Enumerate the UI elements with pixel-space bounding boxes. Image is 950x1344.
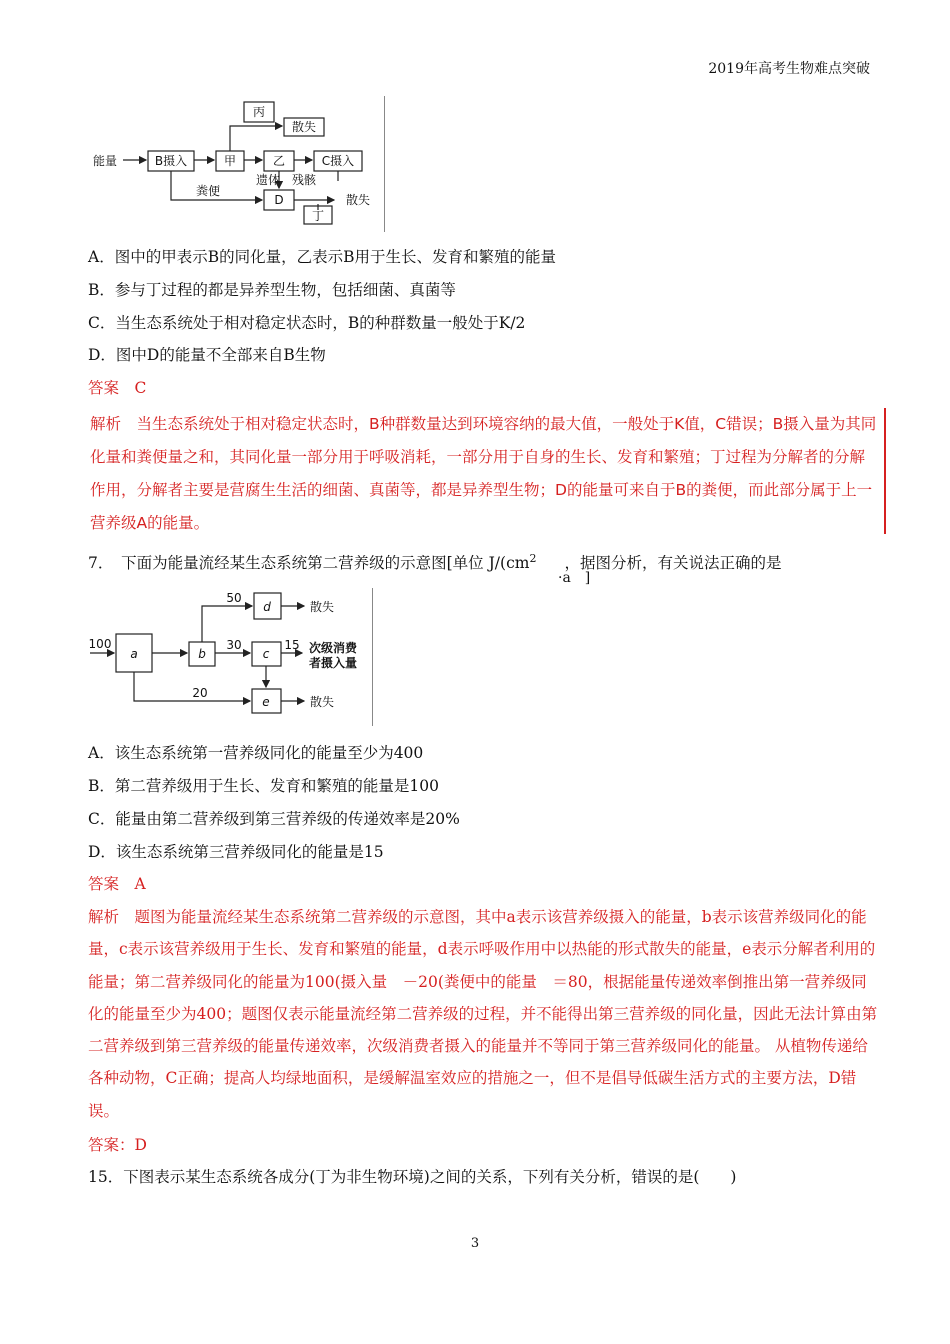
q7-stem-text: 7． 下面为能量流经某生态系统第二营养级的示意图[单位 J/(cm [88, 554, 530, 572]
label-c-intake: C摄入 [321, 154, 355, 168]
label-jia: 甲 [223, 154, 237, 168]
label-lost-1: 散失 [291, 120, 317, 134]
q6-explanation: 解析 当生态系统处于相对稳定状态时，B种群数量达到环境容纳的最大值，一般处于K值，C错误；B摄入量为其同化量和粪便量之和，其同化量一部分用于呼吸消耗，一部分用于自身的生长、发育和繁殖；丁过程为分解者的分解作用，分解者主要是营腐生生活的细菌、真菌等，都是异养型生物；D的能量可来自于B的粪便，而此部分属于上一营养级A的能量。 [90, 415, 877, 532]
label-lost-e: 散失 [309, 695, 335, 709]
node-a: a [130, 647, 138, 661]
label-b-intake: B摄入 [154, 154, 188, 168]
q7-option-a: A．该生态系统第一营养级同化的能量至少为400 [88, 744, 424, 762]
label-d: D [274, 193, 284, 207]
label-feces: 粪便 [195, 184, 221, 198]
label-next-consumer-1: 次级消费 [308, 641, 358, 655]
q6-answer: 答案 C [88, 379, 147, 397]
q6-option-d: D．图中D的能量不全部来自B生物 [88, 346, 326, 364]
energy-flow-diagram-1 [88, 96, 388, 232]
label-energy: 能量 [92, 154, 118, 168]
q7-unit: ·a ] [558, 570, 591, 586]
node-c: c [262, 647, 270, 661]
label-20: 20 [192, 686, 208, 700]
label-lost-2: 散失 [345, 193, 371, 207]
q6-option-c: C．当生态系统处于相对稳定状态时，B的种群数量一般处于K/2 [88, 314, 526, 332]
node-d: d [263, 600, 271, 614]
q7-explanation: 解析 题图为能量流经某生态系统第二营养级的示意图，其中a表示该营养级摄入的能量，b表示该营养级同化的能量，c表示该营养级用于生长、发育和繁殖的能量，d表示呼吸作用中以热能的形式散失的能量，e表示分解者利用的能量；第二营养级同化的能量为100(摄入量 －20(粪便中的能量 ＝80，根据能量传递效率倒推出第一营养级同化的能量至少为400；题图仅表示能量流经第二营养级的过程，并不能得出第三营养级的同化量，因此无法计算由第二营养级到第三营养级的能量传递效率，次级消费者摄入的能量并不等同于第三营养级同化的能量。 从植物传递给各种动物，C正确；提高人均绿地面积，是缓解温室效应的措施之一，但不是倡导低碳生活方式的主要方法，D错误。 [88, 908, 878, 1120]
diagram-divider-2 [372, 588, 373, 726]
q6-option-b: B．参与丁过程的都是异养型生物，包括细菌、真菌等 [88, 281, 456, 299]
q7-stem-sup: 2 [529, 551, 537, 565]
label-next-consumer-2: 者摄入量 [308, 656, 358, 670]
q7-answer: 答案 A [88, 875, 146, 893]
label-ding: 丁 [311, 209, 325, 223]
node-b: b [198, 647, 206, 661]
page-number: 3 [470, 1236, 480, 1251]
label-50: 50 [226, 591, 242, 605]
label-in-100: 100 [88, 637, 112, 651]
diagram-divider-1 [384, 96, 385, 232]
label-remains: 遗体 残骸 [255, 173, 317, 187]
node-e: e [262, 695, 270, 709]
explanation-margin-bar [884, 408, 886, 534]
q7-stem [88, 551, 781, 573]
label-lost-d: 散失 [309, 600, 335, 614]
label-bing: 丙 [252, 105, 266, 119]
q15-stem: 15．下图表示某生态系统各成分(丁为非生物环境)之间的关系，下列有关分析，错误的是( ) [88, 1168, 737, 1186]
energy-flow-diagram-2 [88, 588, 378, 728]
q7-option-b: B．第二营养级用于生长、发育和繁殖的能量是100 [88, 777, 439, 795]
q7-stem-text-2: ，据图分析，有关说法正确的是 [564, 554, 782, 572]
label-30: 30 [226, 638, 242, 652]
label-yi: 乙 [272, 154, 286, 168]
page-header: 2019年高考生物难点突破 [708, 61, 870, 77]
q7-option-d: D．该生态系统第三营养级同化的能量是15 [88, 843, 384, 861]
q7-option-c: C．能量由第二营养级到第三营养级的传递效率是20% [88, 810, 460, 828]
extra-answer: 答案：D [88, 1136, 147, 1154]
label-15: 15 [284, 638, 300, 652]
q6-option-a: A．图中的甲表示B的同化量，乙表示B用于生长、发育和繁殖的能量 [88, 248, 556, 266]
